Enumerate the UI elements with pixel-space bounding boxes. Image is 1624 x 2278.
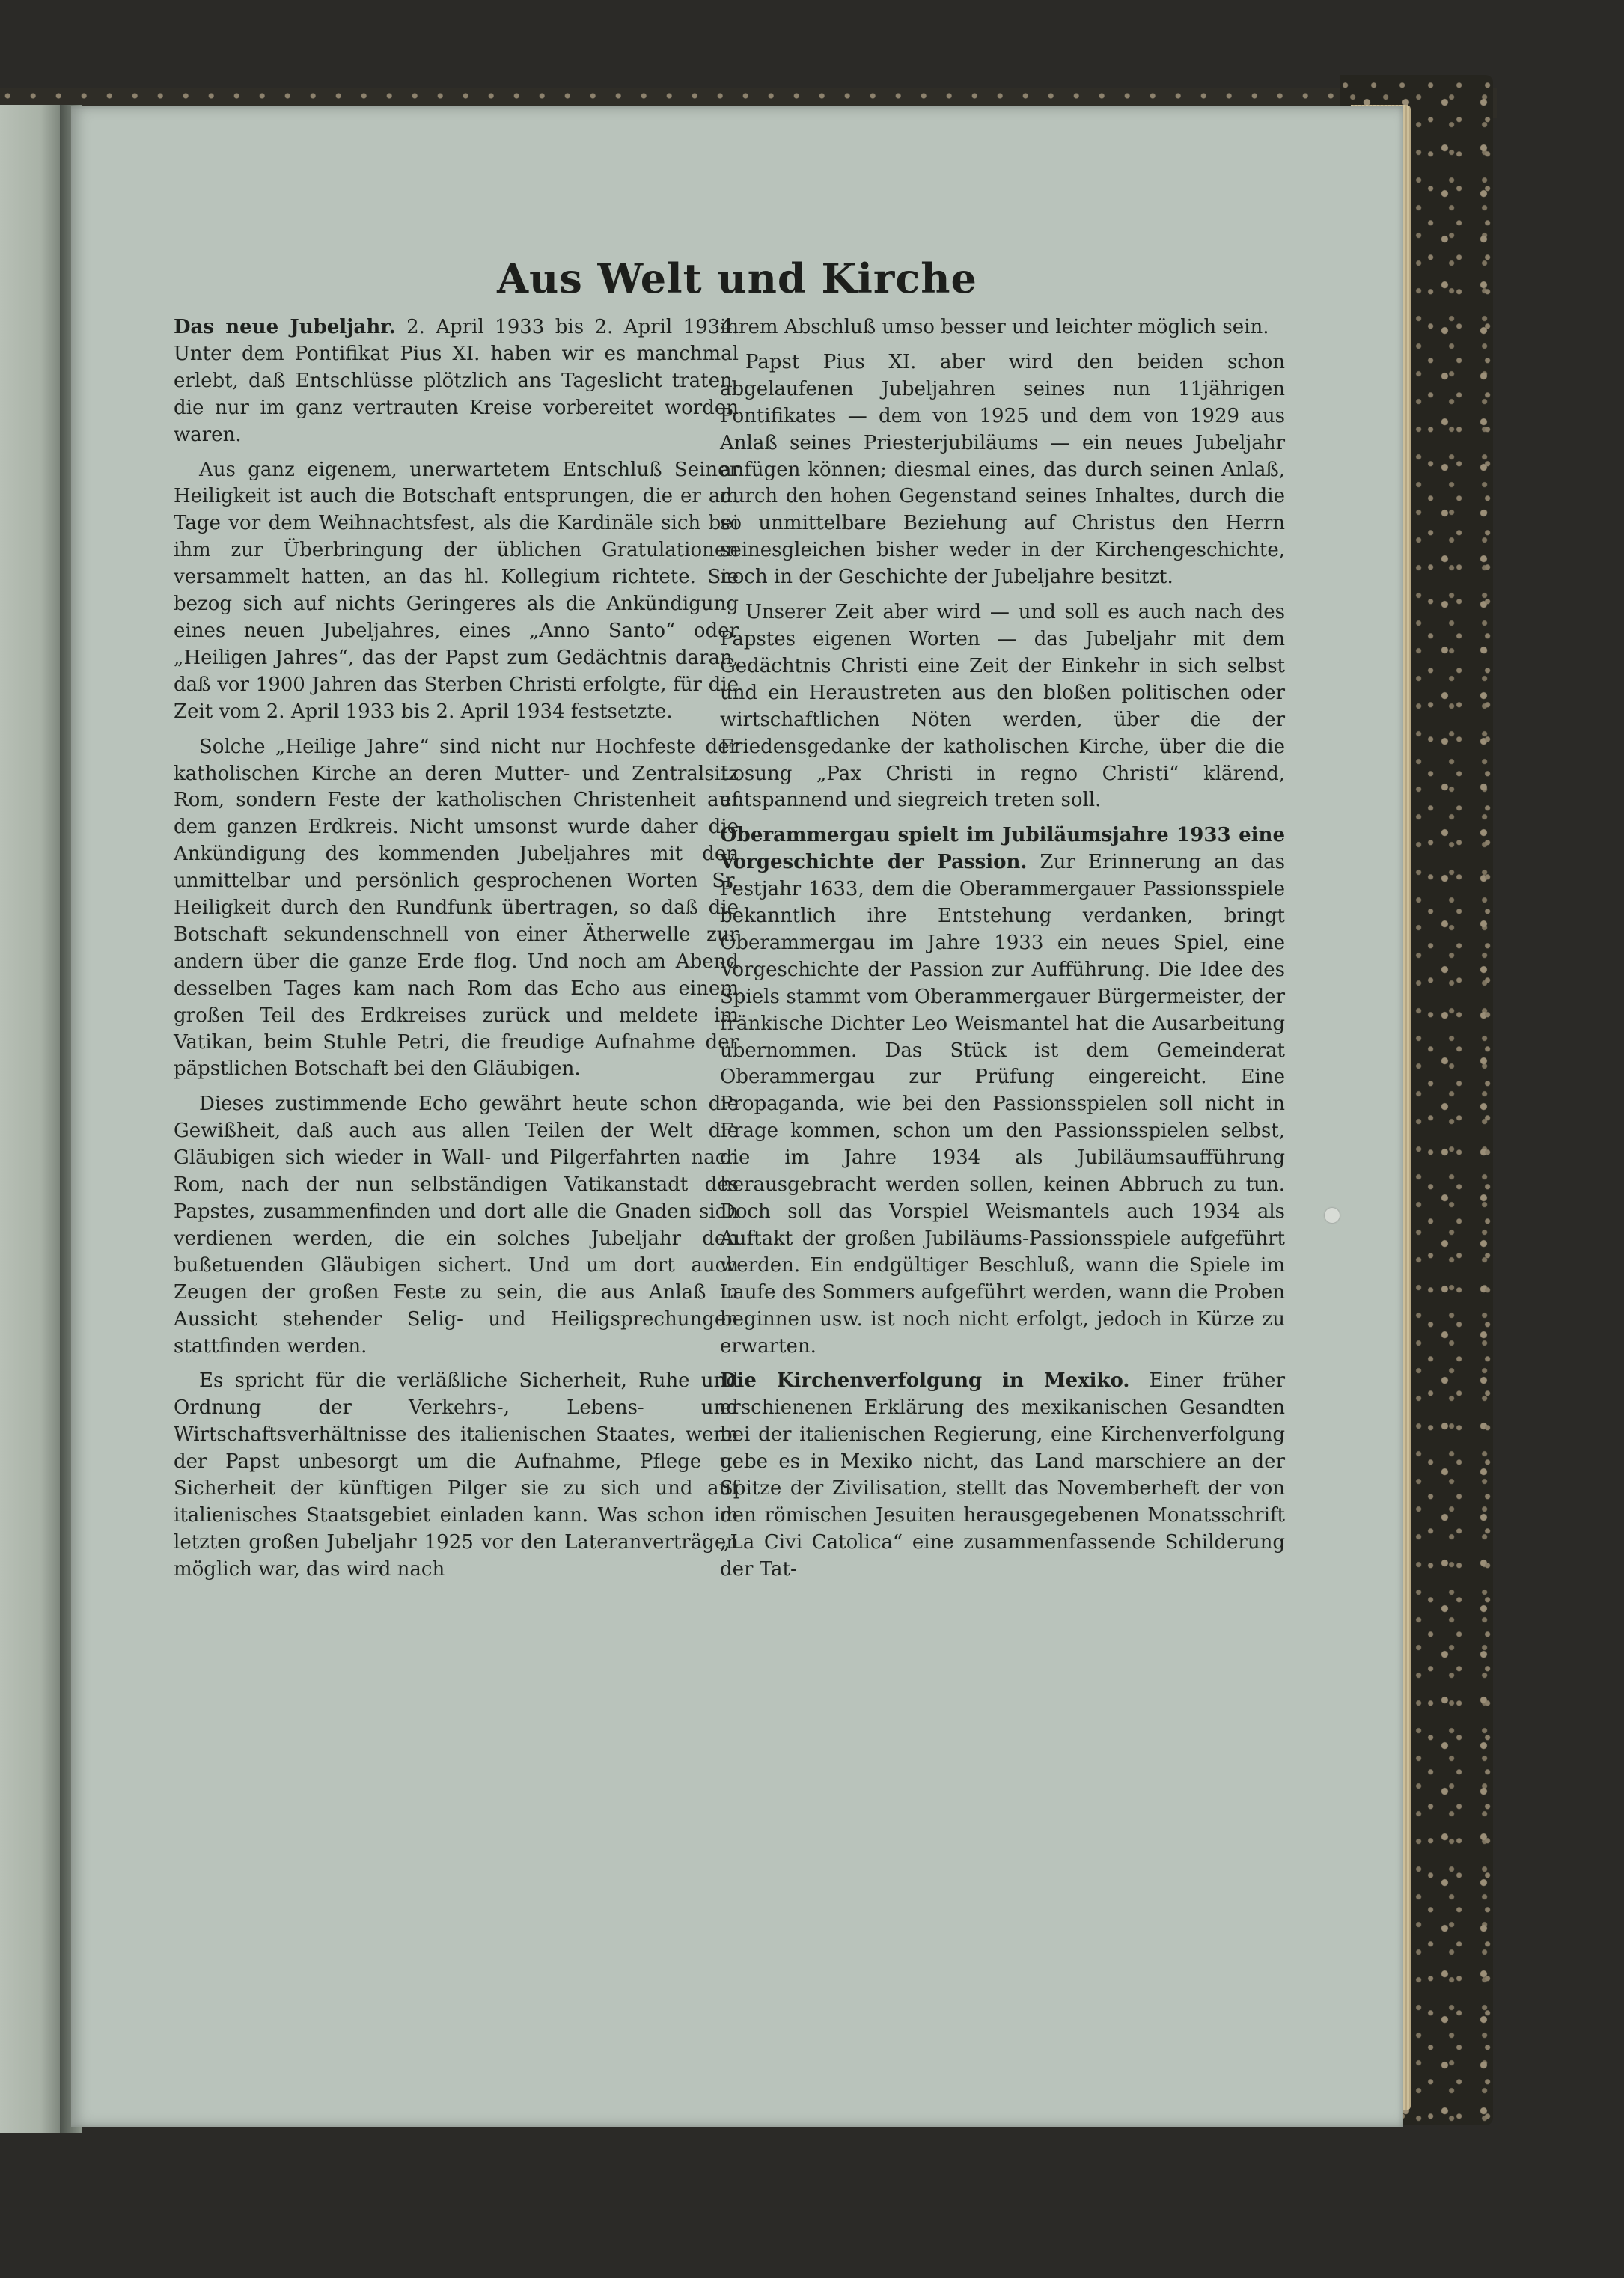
- facing-page: [0, 105, 67, 2133]
- article-heading: Die Kirchenverfolgung in Mexiko.: [720, 1369, 1130, 1393]
- article-paragraph: [720, 314, 1285, 341]
- article-paragraph: [174, 457, 739, 726]
- article-paragraph: [174, 1091, 739, 1360]
- binding-hole: [1325, 1208, 1340, 1223]
- document-page: [71, 106, 1403, 2127]
- left-column: [174, 314, 739, 1584]
- article-paragraph: [720, 349, 1285, 591]
- page-title: Aus Welt und Kirche: [497, 254, 977, 302]
- paragraph-text: Dieses zustimmende Echo gewährt heute schon die Gewißheit, daß auch aus allen Teilen der Welt die Gläubigen sich wieder in Wall- und Pilgerfahrten nach Rom, nach der nun selbständigen Vatikanstadt des Papstes, zusammenfinden und dort alle die Gnaden sich verdienen werden, die ein solches Jubeljahr den bußetuenden Gläubigen sichert. Und um dort auch Zeugen der großen Feste zu sein, die aus Anlaß in Aussicht stehender Selig- und Heiligsprechungen stattfinden werden.: [174, 1093, 739, 1358]
- article-heading: Oberammergau spielt im Jubiläumsjahre 1933 eine Vorgeschichte der Passion.: [720, 824, 1285, 874]
- paragraph-text: Zur Erinnerung an das Pestjahr 1633, dem die Oberammergauer Passionsspiele bekanntlich ihre Entstehung verdanken, bringt Oberammergau im Jahre 1933 ein neues Spiel, eine Vorgeschichte der Passion zur Aufführung. Die Idee des Spiels stammt vom Oberammergauer Bürgermeister, der fränkische Dichter Leo Weismantel hat die Ausarbeitung übernommen. Das Stück ist dem Gemeinderat Oberammergau zur Prüfung eingereicht. Eine Propaganda, wie bei den Passionsspielen soll nicht in Frage kommen, schon um den Passionsspielen selbst, die im Jahre 1934 als Jubiläumsaufführung herausgebracht werden sollen, keinen Abbruch zu tun. Doch soll das Vorspiel Weismantels auch 1934 als Auftakt der großen Jubiläums-Passionsspiele aufgeführt werden. Ein endgültiger Beschluß, wann die Spiele im Laufe des Sommers aufgeführt werden, wann die Proben beginnen usw. ist noch nicht erfolgt, jedoch in Kürze zu erwarten.: [720, 851, 1285, 1358]
- paragraph-text: Solche „Heilige Jahre“ sind nicht nur Hochfeste der katholischen Kirche an deren Mutter- und Zentralsitz Rom, sondern Feste der katholischen Christenheit auf dem ganzen Erdkreis. Nicht umsonst wurde daher die Ankündigung des kommenden Jubeljahres mit den unmittelbar und persönlich gesprochenen Worten Sr. Heiligkeit durch den Rundfunk übertragen, so daß die Botschaft sekundenschnell von einer Ätherwelle zur andern über die ganze Erde flog. Und noch am Abend desselben Tages kam nach Rom das Echo aus einem großen Teil des Erdkreises zurück und meldete im Vatikan, beim Stuhle Petri, die freudige Aufnahme der päpstlichen Botschaft bei den Gläubigen.: [174, 735, 739, 1081]
- right-column: [720, 314, 1285, 1584]
- article-heading: Das neue Jubeljahr.: [174, 316, 396, 338]
- article-paragraph: [174, 314, 739, 449]
- paragraph-text: 2. April 1933 bis 2. April 1934. Unter dem Pontifikat Pius XI. haben wir es manchmal erlebt, daß Entschlüsse plötzlich ans Tageslicht traten, die nur im ganz vertrauten Kreise vorbereitet worden waren.: [174, 316, 739, 446]
- paragraph-text: ihrem Abschluß umso besser und leichter möglich sein.: [720, 316, 1269, 338]
- article-paragraph: [720, 1368, 1285, 1583]
- paragraph-text: Papst Pius XI. aber wird den beiden schon abgelaufenen Jubeljahren seines nun 11jährigen Pontifikates — dem von 1925 und dem von 1929 aus Anlaß seines Priesterjubiläums — ein neues Jubeljahr anfügen können; diesmal eines, das durch seinen Anlaß, durch den hohen Gegenstand seines Inhaltes, durch die so unmittelbare Beziehung auf Christus den Herrn seinesgleichen bisher weder in der Kirchengeschichte, noch in der Geschichte der Jubeljahre besitzt.: [720, 350, 1285, 589]
- article-paragraph: [174, 734, 739, 1084]
- paragraph-text: Es spricht für die verläßliche Sicherheit, Ruhe und Ordnung der Verkehrs-, Lebens- und Wirtschaftsverhältnisse des italienischen Staates, wenn der Papst unbesorgt um die Aufnahme, Pflege u. Sicherheit der künftigen Pilger sie zu sich und auf italienisches Staatsgebiet einladen kann. Was schon im letzten großen Jubeljahr 1925 vor den Lateranverträgen möglich war, das wird nach: [174, 1369, 739, 1581]
- paragraph-text: Aus ganz eigenem, unerwartetem Entschluß Seiner Heiligkeit ist auch die Botschaft entsprungen, die er am Tage vor dem Weihnachtsfest, als die Kardinäle sich bei ihm zur Überbringung der üblichen Gratulationen versammelt hatten, an das hl. Kollegium richtete. Sie bezog sich auf nichts Geringeres als die Ankündigung eines neuen Jubeljahres, eines „Anno Santo“ oder „Heiligen Jahres“, das der Papst zum Gedächtnis daran, daß vor 1900 Jahren das Sterben Christi erfolgte, für die Zeit vom 2. April 1933 bis 2. April 1934 festsetzte.: [174, 458, 739, 723]
- article-paragraph: [720, 822, 1285, 1360]
- article-paragraph: [720, 599, 1285, 814]
- article-paragraph: [174, 1368, 739, 1583]
- paragraph-text: Einer früher erschienenen Erklärung des mexikanischen Gesandten bei der italienischen Regierung, eine Kirchenverfolgung gebe es in Mexiko nicht, das Land marschiere an der Spitze der Zivilisation, stellt das Novemberheft der von den römischen Jesuiten herausgegebenen Monatsschrift „La Civi Catolica“ eine zusammenfassende Schilderung der Tat-: [720, 1369, 1285, 1581]
- paragraph-text: Unserer Zeit aber wird — und soll es auch nach des Papstes eigenen Worten — das Jubeljahr mit dem Gedächtnis Christi eine Zeit der Einkehr in sich selbst und ein Heraustreten aus den bloßen politischen oder wirtschaftlichen Nöten werden, über die der Friedensgedanke der katholischen Kirche, über die die Losung „Pax Christi in regno Christi“ klärend, entspannend und siegreich treten soll.: [720, 601, 1285, 812]
